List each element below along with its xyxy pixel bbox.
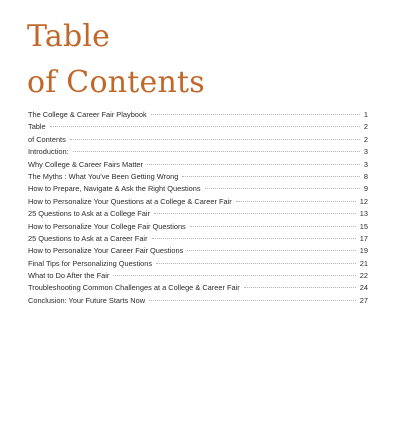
- toc-entry[interactable]: [28, 121, 368, 133]
- toc-entry-title: 25 Questions to Ask at a Career Fair: [28, 233, 148, 243]
- toc-dot-leader: [182, 176, 359, 177]
- toc-dot-leader: [113, 275, 355, 276]
- toc-entry[interactable]: [28, 134, 368, 146]
- toc-entry-title: Final Tips for Personalizing Questions: [28, 258, 153, 268]
- toc-page-number: 1: [363, 110, 368, 119]
- toc-list: [28, 109, 368, 307]
- toc-entry[interactable]: [28, 159, 368, 171]
- toc-page-number: 21: [359, 258, 368, 268]
- toc-dot-leader: [73, 151, 360, 152]
- toc-entry[interactable]: [28, 245, 368, 257]
- toc-entry-title: What to Do After the Fair: [28, 271, 110, 281]
- toc-page-number: 8: [363, 171, 368, 181]
- toc-dot-leader: [149, 300, 356, 301]
- toc-entry[interactable]: [28, 146, 368, 158]
- toc-page-number: 17: [359, 233, 368, 243]
- toc-entry[interactable]: [28, 208, 368, 220]
- page-title-line-2: of Contents: [27, 65, 205, 100]
- toc-entry[interactable]: [28, 221, 368, 233]
- toc-page-number: 19: [359, 246, 368, 256]
- toc-dot-leader: [147, 164, 360, 165]
- toc-page-number: 3: [363, 159, 368, 169]
- toc-dot-leader: [244, 287, 356, 288]
- toc-entry-title: 25 Questions to Ask at a College Fair: [28, 209, 151, 219]
- toc-dot-leader: [187, 250, 355, 251]
- toc-page-number: 3: [363, 147, 368, 157]
- toc-page-number: 27: [359, 295, 368, 305]
- toc-page-number: 9: [363, 184, 368, 194]
- toc-dot-leader: [154, 213, 356, 214]
- toc-dot-leader: [50, 126, 360, 127]
- toc-page-number: 2: [363, 122, 368, 132]
- toc-dot-leader: [205, 188, 360, 189]
- toc-dot-leader: [190, 226, 356, 227]
- toc-entry-title: Introduction:: [28, 147, 69, 157]
- toc-entry-title: Why College & Career Fairs Matter: [28, 159, 143, 169]
- toc-entry[interactable]: [28, 295, 368, 307]
- toc-page-number: 24: [359, 283, 368, 293]
- toc-entry-title: The Myths : What You've Been Getting Wrong: [28, 171, 179, 181]
- toc-entry[interactable]: [28, 109, 368, 121]
- toc-entry-title: of Contents: [28, 134, 66, 144]
- page-title: [27, 14, 205, 106]
- toc-dot-leader: [236, 201, 356, 202]
- toc-entry[interactable]: [28, 233, 368, 245]
- toc-entry-title: Troubleshooting Common Challenges at a College & Career Fair: [28, 283, 240, 293]
- toc-entry[interactable]: [28, 183, 368, 195]
- toc-page-number: 15: [359, 221, 368, 231]
- toc-entry-title: How to Personalize Your Questions at a College & Career Fair: [28, 196, 232, 206]
- toc-page-number: 22: [359, 271, 368, 281]
- toc-page-number: 13: [359, 209, 368, 219]
- page-title-line-1: Table: [27, 19, 111, 54]
- toc-entry[interactable]: [28, 270, 368, 282]
- toc-entry-title: How to Personalize Your College Fair Questions: [28, 221, 186, 231]
- toc-page-number: 2: [363, 134, 368, 144]
- toc-entry-title: Table: [28, 122, 46, 132]
- toc-page-number: 12: [359, 196, 368, 206]
- toc-entry[interactable]: [28, 196, 368, 208]
- toc-entry-title: How to Prepare, Navigate & Ask the Right Questions: [28, 184, 201, 194]
- toc-dot-leader: [70, 139, 360, 140]
- toc-entry[interactable]: [28, 258, 368, 270]
- toc-entry[interactable]: [28, 282, 368, 294]
- toc-dot-leader: [152, 238, 356, 239]
- toc-entry-title: The College & Career Fair Playbook: [28, 110, 147, 119]
- toc-entry-title: How to Personalize Your Career Fair Questions: [28, 246, 184, 256]
- toc-dot-leader: [151, 114, 360, 115]
- toc-dot-leader: [156, 263, 356, 264]
- toc-entry[interactable]: [28, 171, 368, 183]
- toc-entry-title: Conclusion: Your Future Starts Now: [28, 295, 146, 305]
